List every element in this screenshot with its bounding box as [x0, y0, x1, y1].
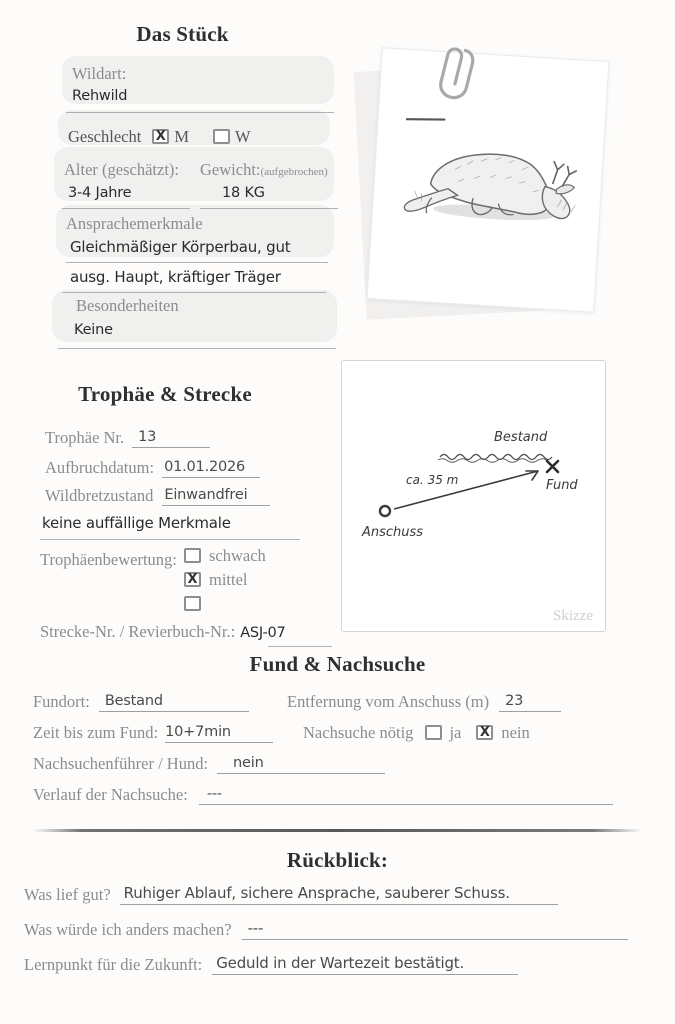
field-alter[interactable] — [64, 160, 179, 180]
field-ansprachemerkmale[interactable] — [66, 214, 203, 234]
checkbox-bewertung-mittel-label: mittel — [209, 570, 248, 589]
field-was-lief-gut[interactable] — [24, 884, 558, 905]
sketch-box[interactable] — [341, 360, 606, 632]
field-trophae-nr-input[interactable] — [132, 429, 210, 448]
checkbox-geschlecht-w-label: W — [234, 127, 251, 146]
section-title-das-stueck: Das Stück — [136, 22, 229, 46]
field-anders-machen-input[interactable] — [242, 919, 628, 940]
field-entfernung[interactable] — [287, 692, 561, 712]
field-verlauf-nachsuche-input[interactable] — [199, 785, 613, 805]
field-wildart-value: Rehwild — [72, 88, 128, 104]
field-strecke-nr-value: ASJ-07 — [240, 625, 286, 641]
field-alter-label: Alter (geschätzt): — [64, 160, 179, 179]
rule-wildart — [66, 112, 334, 113]
field-wildbretzustand-label: Wildbretzustand — [45, 486, 154, 505]
checkbox-bewertung-schwach[interactable] — [184, 548, 201, 563]
field-ansprachemerkmale-value-line1: Gleichmäßiger Körperbau, gut — [70, 238, 291, 256]
checkbox-nachsuche-ja[interactable] — [425, 725, 442, 740]
checkbox-nachsuche-nein[interactable] — [476, 725, 493, 740]
field-lernpunkt-label: Lernpunkt für die Zukunft: — [24, 955, 203, 974]
field-entfernung-input[interactable] — [499, 692, 561, 712]
checkbox-nachsuche-ja-label: ja — [449, 723, 462, 742]
field-nachsuche-noetig[interactable] — [303, 723, 530, 743]
checkbox-nachsuche-nein-label: nein — [501, 723, 530, 742]
field-gewicht[interactable] — [200, 160, 328, 180]
rule-besonderheiten — [58, 348, 336, 349]
field-was-lief-gut-input[interactable] — [120, 884, 558, 905]
field-alter-value: 3-4 Jahre — [68, 185, 132, 201]
field-entfernung-value: 23 — [505, 693, 524, 709]
field-trophaenbewertung-label: Trophäenbewertung: — [40, 550, 177, 569]
field-entfernung-label: Entfernung vom Anschuss (m) — [287, 692, 490, 711]
sketch-marker-fund — [547, 461, 558, 472]
roe-deer-sketch-icon — [384, 75, 593, 269]
field-was-lief-gut-value: Ruhiger Ablauf, sichere Ansprache, sauberer Schuss. — [123, 884, 510, 902]
field-anders-machen[interactable] — [24, 919, 628, 940]
field-geschlecht-label: Geschlecht — [68, 127, 142, 146]
sketch-label-fund: Fund — [546, 478, 578, 493]
field-trophae-nr-value: 13 — [138, 429, 157, 445]
field-fundort-input[interactable] — [99, 692, 249, 712]
field-fundort-label: Fundort: — [33, 692, 90, 711]
field-besonderheiten[interactable] — [76, 296, 179, 316]
field-wildbretzustand-value: Einwandfrei — [164, 487, 248, 503]
rule-gewicht — [200, 208, 338, 209]
polaroid-photo-area — [384, 75, 593, 269]
field-lernpunkt-value: Geduld in der Wartezeit bestätigt. — [216, 954, 465, 972]
rule-alter — [62, 208, 190, 209]
rule-ansprache-1 — [66, 262, 328, 263]
field-besonderheiten-label: Besonderheiten — [76, 296, 179, 315]
section-rueckblick — [0, 848, 675, 974]
field-aufbruchdatum-value: 01.01.2026 — [164, 459, 246, 475]
field-trophae-nr-label: Trophäe Nr. — [45, 428, 125, 447]
section-divider — [33, 829, 642, 832]
field-fundort[interactable] — [33, 692, 249, 712]
field-anders-machen-label: Was würde ich anders machen? — [24, 920, 232, 939]
field-was-lief-gut-label: Was lief gut? — [24, 885, 111, 904]
trophaenbewertung-options — [184, 546, 266, 618]
field-aufbruchdatum[interactable] — [45, 458, 260, 478]
sketch-label-anschuss: Anschuss — [362, 525, 424, 540]
section-fund-nachsuche — [0, 652, 675, 804]
checkbox-geschlecht-w[interactable] — [213, 129, 230, 144]
field-wildbretzustand-input[interactable] — [162, 487, 270, 506]
sketch-label-bestand: Bestand — [494, 430, 548, 445]
field-nachsuchenfuehrer-label: Nachsuchenführer / Hund: — [33, 754, 209, 773]
field-aufbruchdatum-label: Aufbruchdatum: — [45, 458, 155, 477]
field-geschlecht[interactable] — [68, 127, 251, 147]
checkbox-bewertung-schwach-label: schwach — [209, 546, 266, 565]
sketch-caption: Skizze — [553, 608, 593, 624]
section-title-rueckblick: Rückblick: — [286, 848, 389, 872]
field-zeit-bis-fund[interactable] — [33, 723, 273, 743]
checkbox-geschlecht-m[interactable] — [152, 129, 169, 144]
field-zeit-bis-fund-label: Zeit bis zum Fund: — [33, 723, 159, 742]
photo-polaroid — [352, 48, 612, 328]
field-wildart-label: Wildart: — [72, 64, 127, 83]
field-fundort-value: Bestand — [104, 693, 163, 709]
field-verlauf-nachsuche[interactable] — [33, 785, 613, 805]
field-wildbret-note: keine auffällige Merkmale — [42, 514, 231, 532]
field-ansprachemerkmale-value-line2: ausg. Haupt, kräftiger Träger — [70, 268, 281, 286]
field-strecke-nr[interactable] — [40, 622, 286, 642]
rule-wildbret-note — [40, 539, 300, 540]
sketch-drawing — [342, 361, 607, 633]
checkbox-bewertung-mittel[interactable] — [184, 572, 201, 587]
field-besonderheiten-value: Keine — [74, 322, 113, 338]
checkbox-bewertung-third[interactable] — [184, 596, 201, 611]
section-das-stueck — [0, 22, 345, 338]
section-title-trophae: Trophäe & Strecke — [78, 382, 252, 406]
field-nachsuchenfuehrer-value: nein — [233, 755, 264, 771]
field-verlauf-nachsuche-label: Verlauf der Nachsuche: — [33, 785, 188, 804]
field-anders-machen-value: --- — [247, 919, 264, 937]
field-trophaenbewertung — [40, 550, 177, 570]
field-nachsuche-noetig-label: Nachsuche nötig — [303, 723, 414, 742]
field-nachsuchenfuehrer-input[interactable] — [217, 754, 385, 774]
section-trophae-strecke — [0, 382, 330, 641]
section-title-fund: Fund & Nachsuche — [249, 652, 426, 676]
field-gewicht-note: (aufgebrochen) — [260, 166, 328, 178]
field-gewicht-value: 18 KG — [222, 185, 265, 201]
polaroid-front-card — [367, 47, 610, 312]
rule-ansprache-2 — [62, 292, 326, 293]
option-schwach[interactable] — [184, 546, 266, 570]
field-lernpunkt-input[interactable] — [212, 954, 518, 975]
field-wildbretzustand[interactable] — [45, 486, 270, 506]
checkbox-geschlecht-m-label: M — [174, 127, 189, 146]
field-trophae-nr[interactable] — [45, 428, 210, 448]
field-lernpunkt[interactable] — [24, 954, 518, 975]
field-wildart[interactable] — [72, 64, 127, 104]
field-aufbruchdatum-input[interactable] — [162, 459, 260, 478]
sketch-label-distance: ca. 35 m — [406, 473, 459, 487]
sketch-marker-anschuss — [380, 506, 390, 516]
field-ansprachemerkmale-label: Ansprachemerkmale — [66, 214, 203, 233]
field-verlauf-nachsuche-value: --- — [206, 786, 222, 802]
rule-strecke-nr — [268, 646, 332, 647]
field-zeit-bis-fund-value: 10+7min — [165, 724, 231, 740]
field-nachsuchenfuehrer[interactable] — [33, 754, 385, 774]
field-strecke-nr-label: Strecke-Nr. / Revierbuch-Nr.: — [40, 622, 236, 641]
field-gewicht-label: Gewicht: — [200, 160, 261, 179]
field-zeit-bis-fund-input[interactable] — [165, 723, 273, 743]
option-mittel[interactable] — [184, 570, 266, 594]
option-stark[interactable] — [184, 594, 266, 618]
